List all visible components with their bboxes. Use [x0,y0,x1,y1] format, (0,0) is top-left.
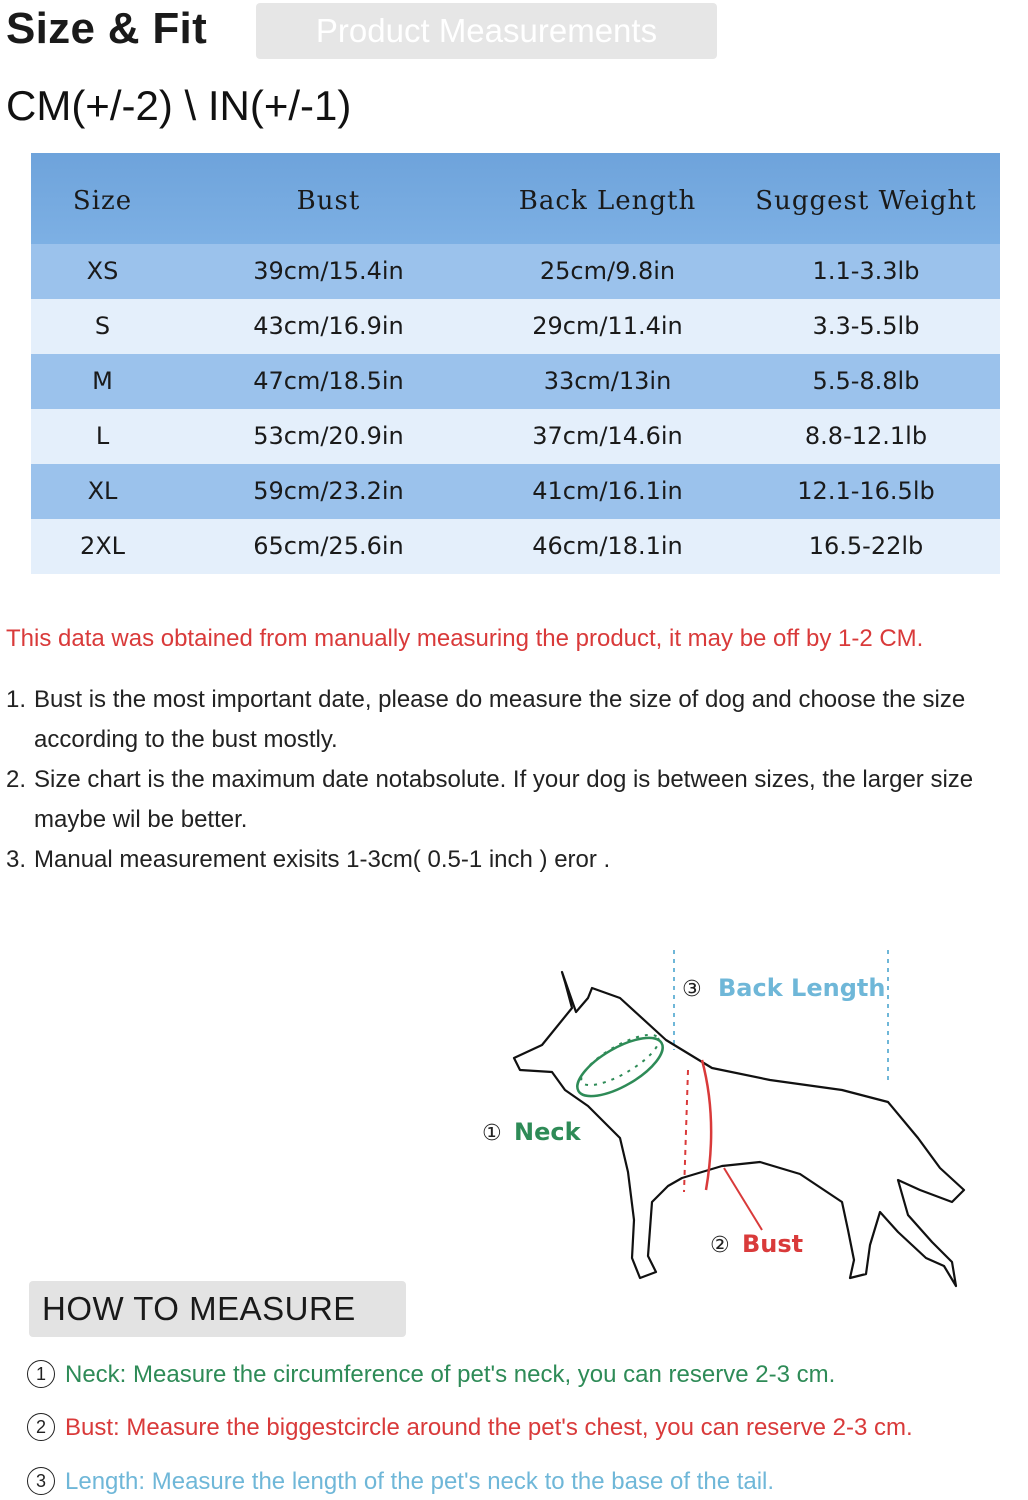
header-bust: Bust [296,186,361,216]
cell-bust: 47cm/18.5in [253,367,404,395]
cell-weight: 12.1-16.5lb [797,477,935,505]
header-back-length: Back Length [518,186,697,216]
cell-weight: 8.8-12.1lb [804,422,928,450]
table-row [31,464,1000,519]
cell-size: 2XL [79,532,126,560]
note-text: Size chart is the maximum date notabsolute. If your dog is between sizes, the larger size maybe wil be better. [34,766,974,833]
cell-back-length: 29cm/11.4in [532,312,683,340]
cell-weight: 3.3-5.5lb [812,312,920,340]
step-number-badge: 2 [27,1413,55,1441]
dog-measurement-diagram [470,940,990,1290]
bust-pointer [724,1168,762,1230]
table-row [31,244,1000,299]
bust-label: Bust [742,1230,804,1258]
note-number: 3. [6,846,27,873]
step-number-badge: 1 [27,1360,55,1388]
cell-size: M [92,367,113,395]
cell-back-length: 33cm/13in [543,367,672,395]
instruction-text: Neck: Measure the circumference of pet's neck, you can reserve 2-3 cm. [65,1361,836,1388]
units-label: CM(+/-2) \ IN(+/-1) [6,82,352,129]
cell-bust: 65cm/25.6in [253,532,404,560]
note-item [6,840,1028,880]
dog-silhouette [514,972,964,1286]
cell-back-length: 46cm/18.1in [532,532,683,560]
note-number: 2. [6,766,27,793]
instruction-length [27,1467,774,1496]
back-length-number: ③ [682,977,702,1002]
product-measurements-badge: Product Measurements [256,3,717,59]
table-row [31,299,1000,354]
cell-weight: 5.5-8.8lb [812,367,920,395]
back-length-label: Back Length [718,974,886,1002]
table-row [31,519,1000,574]
cell-bust: 59cm/23.2in [253,477,404,505]
cell-size: XS [86,257,119,285]
instruction-bust [27,1413,913,1442]
cell-size: S [94,312,111,340]
cell-weight: 16.5-22lb [808,532,924,560]
cell-back-length: 41cm/16.1in [532,477,683,505]
note-text: Bust is the most important date, please do measure the size of dog and choose the size according to the bust mostly. [34,686,966,753]
instruction-neck [27,1360,835,1389]
header-size: Size [72,186,133,216]
cell-size: L [95,422,110,450]
neck-dotted-loop [575,1026,665,1094]
step-number-badge: 3 [27,1467,55,1495]
neck-label: Neck [514,1118,581,1146]
instruction-text: Length: Measure the length of the pet's neck to the base of the tail. [65,1468,775,1495]
cell-back-length: 25cm/9.8in [539,257,676,285]
table-row [31,409,1000,464]
note-number: 1. [6,686,27,713]
cell-back-length: 37cm/14.6in [532,422,683,450]
table-row [31,354,1000,409]
page-title: Size & Fit [6,4,208,53]
note-text: Manual measurement exisits 1-3cm( 0.5-1 inch ) eror . [34,846,611,873]
sizing-notes [6,680,1028,880]
cell-bust: 43cm/16.9in [253,312,404,340]
cell-bust: 39cm/15.4in [253,257,404,285]
bust-number: ② [710,1233,730,1258]
measurement-disclaimer: This data was obtained from manually measuring the product, it may be off by 1-2 CM. [6,625,924,652]
size-table [31,153,1000,574]
table-header [31,153,1000,244]
neck-number: ① [482,1121,502,1146]
how-to-measure-heading: HOW TO MEASURE [29,1281,406,1337]
note-item [6,760,1028,840]
note-item [6,680,1028,760]
header-suggest-weight: Suggest Weight [755,186,977,216]
neck-loop [569,1027,671,1108]
cell-weight: 1.1-3.3lb [812,257,920,285]
instruction-text: Bust: Measure the biggestcircle around the pet's chest, you can reserve 2-3 cm. [65,1414,913,1441]
cell-bust: 53cm/20.9in [253,422,404,450]
cell-size: XL [87,477,118,505]
bust-dashed-line [684,1070,688,1192]
